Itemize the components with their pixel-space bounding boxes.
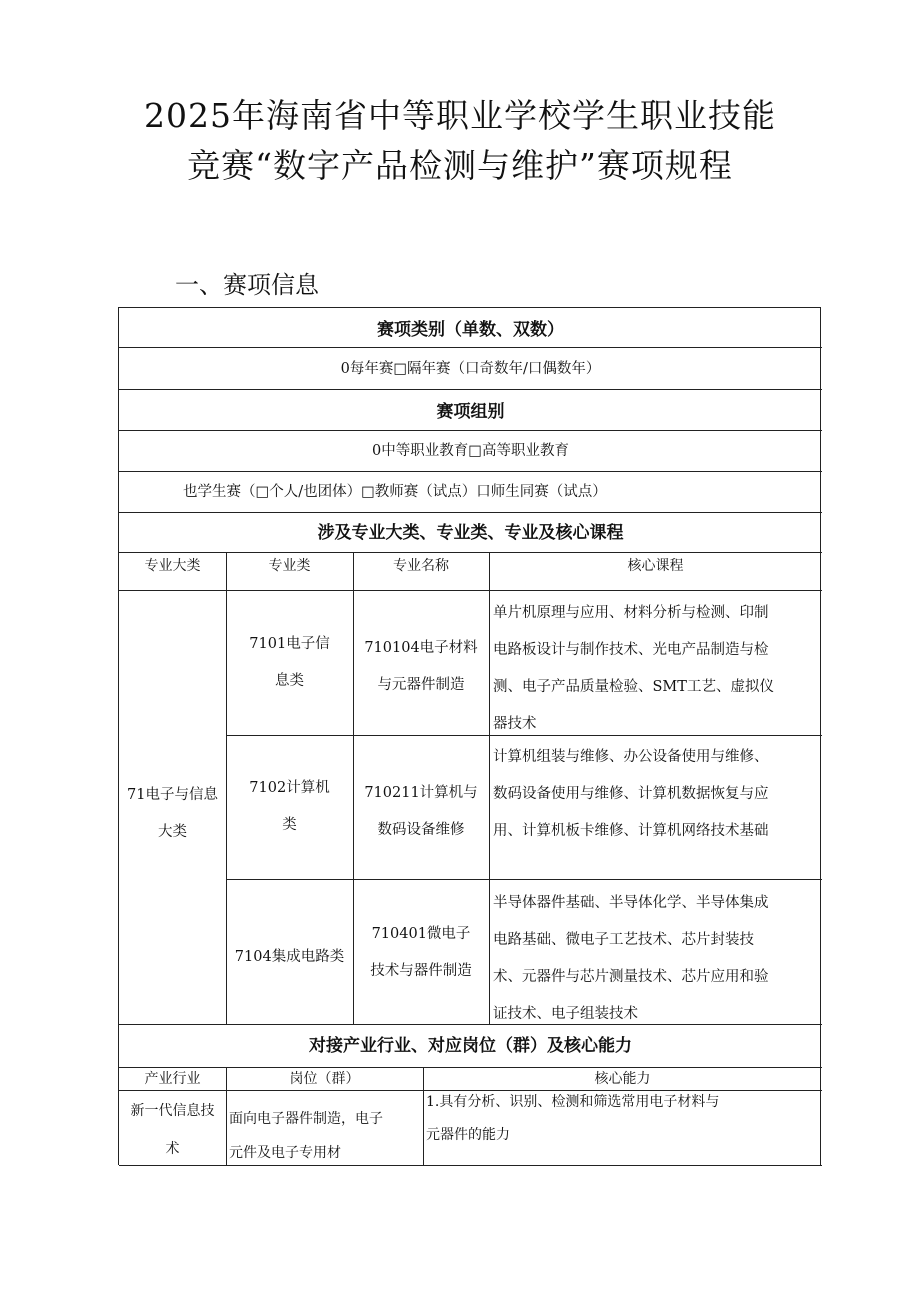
- col-header-position: 岗位（群）: [289, 1071, 360, 1087]
- industry-header: 对接产业行业、对应岗位（群）及核心能力: [309, 1036, 632, 1056]
- col-header-major-class: 专业类: [268, 558, 311, 574]
- core-courses-710211: 计算机组装与维修、办公设备使用与维修、 数码设备使用与维修、计算机数据恢复与应 用、计算机板卡维修、计算机网络技术基础: [493, 749, 769, 839]
- participant-options: 也学生赛（□个人/也团体）□教师赛（试点）口师生同赛（试点）: [183, 484, 607, 500]
- document-title-line2: 竞赛“数字产品检测与维护”赛项规程: [187, 146, 733, 185]
- major-name-710211: 710211计算机与 数码设备维修: [364, 785, 478, 838]
- ability-cell: 1.具有分析、识别、检测和筛选常用电子材料与 元器件的能力: [426, 1094, 720, 1143]
- majors-header: 涉及专业大类、专业类、专业及核心课程: [317, 523, 624, 543]
- major-class-7104: 7104集成电路类: [234, 949, 345, 965]
- major-class-7101: 7101电子信 息类: [249, 636, 330, 689]
- col-header-core-courses: 核心课程: [627, 558, 684, 574]
- col-divider: [489, 552, 490, 1024]
- industry-cell: 新一代信息技 术: [130, 1103, 215, 1157]
- position-cell: 面向电子器件制造，电子 元件及电子专用材: [229, 1111, 383, 1161]
- category-options: 0每年赛□隔年赛（口奇数年/口偶数年）: [340, 361, 601, 377]
- row-divider: [119, 471, 822, 472]
- core-courses-710401: 半导体器件基础、半导体化学、半导体集成 电路基础、微电子工艺技术、芯片封装技 术、元器件与芯片测量技术、芯片应用和验 证技术、电子组装技术: [493, 895, 769, 1022]
- col-header-major-category: 专业大类: [144, 558, 201, 574]
- group-header: 赛项组别: [436, 402, 505, 422]
- group-options: 0中等职业教育□高等职业教育: [372, 443, 569, 459]
- major-name-710401: 710401微电子 技术与器件制造: [370, 926, 472, 979]
- row-divider: [119, 512, 822, 513]
- col-header-industry: 产业行业: [144, 1071, 201, 1087]
- major-name-710104: 710104电子材料 与元器件制造: [364, 640, 478, 693]
- row-divider: [119, 1067, 822, 1068]
- major-class-7102: 7102计算机 类: [249, 780, 330, 833]
- major-category: 71电子与信息 大类: [127, 787, 218, 840]
- row-divider: [119, 389, 822, 390]
- document-title-line1: 2025年海南省中等职业学校学生职业技能: [144, 96, 776, 135]
- core-courses-710104: 单片机原理与应用、材料分析与检测、印制 电路板设计与制作技术、光电产品制造与检 测、电子产品质量检验、SMT工艺、虚拟仪 器技术: [493, 605, 774, 732]
- competition-info-table: [118, 307, 821, 1165]
- category-header: 赛项类别（单数、双数）: [377, 320, 564, 340]
- row-divider: [119, 590, 822, 591]
- col-header-core-ability: 核心能力: [594, 1071, 651, 1087]
- row-divider: [119, 552, 822, 553]
- row-divider: [226, 879, 822, 880]
- section-heading-info: 一、赛项信息: [175, 271, 319, 299]
- col-header-major-name: 专业名称: [393, 558, 449, 574]
